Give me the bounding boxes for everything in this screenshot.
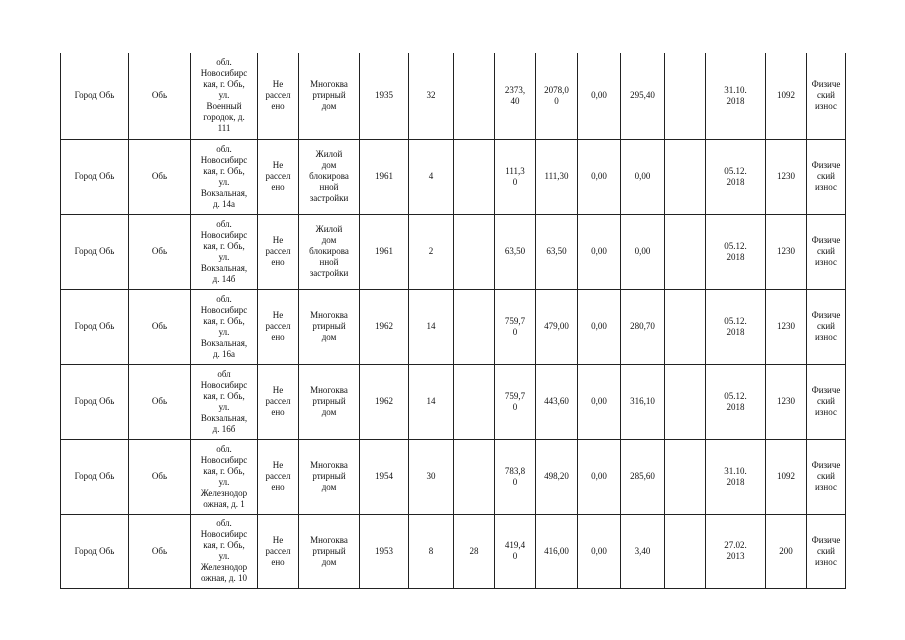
housing-table: [60, 53, 846, 589]
cell-settlement: Обь: [129, 139, 191, 214]
cell-settlement: Обь: [129, 364, 191, 439]
cell-private-area: 111,30: [536, 139, 578, 214]
cell-total-area: 783,8 0: [495, 439, 536, 514]
table-row: [61, 289, 846, 364]
cell-total-area: 419,4 0: [495, 514, 536, 588]
cell-empty-col: [665, 364, 706, 439]
table-body: [61, 53, 846, 588]
cell-total-area: 2373, 40: [495, 53, 536, 139]
cell-private-area: 63,50: [536, 214, 578, 289]
table-row: [61, 53, 846, 139]
cell-recognition-date: 31.10. 2018: [706, 53, 766, 139]
cell-other-area: 280,70: [621, 289, 665, 364]
cell-other-area: 3,40: [621, 514, 665, 588]
cell-total-area: 63,50: [495, 214, 536, 289]
cell-address: обл Новосибирс кая, г. Обь, ул. Вокзальная, д. 16б: [191, 364, 258, 439]
cell-resettlement-status: Не рассел ено: [258, 439, 299, 514]
cell-house-type: Многоква ртирный дом: [299, 53, 360, 139]
cell-house-type: Многоква ртирный дом: [299, 514, 360, 588]
cell-recognition-date: 05.12. 2018: [706, 214, 766, 289]
cell-other-area: 0,00: [621, 139, 665, 214]
cell-reason: Физиче ский износ: [807, 289, 846, 364]
cell-document-number: 200: [766, 514, 807, 588]
cell-reason: Физиче ский износ: [807, 139, 846, 214]
cell-empty-col: [665, 139, 706, 214]
cell-document-number: 1230: [766, 289, 807, 364]
cell-empty-col: [665, 439, 706, 514]
cell-municipal-area: 0,00: [578, 289, 621, 364]
cell-empty-col: [665, 289, 706, 364]
cell-total-area: 111,3 0: [495, 139, 536, 214]
cell-resettlement-status: Не рассел ено: [258, 364, 299, 439]
cell-extra-count: [454, 139, 495, 214]
cell-reason: Физиче ский износ: [807, 439, 846, 514]
table-row: [61, 364, 846, 439]
cell-resettlement-status: Не рассел ено: [258, 53, 299, 139]
cell-municipality: Город Обь: [61, 53, 129, 139]
cell-residents-count: 8: [409, 514, 454, 588]
cell-address: обл. Новосибирс кая, г. Обь, ул. Вокзальная, д. 14а: [191, 139, 258, 214]
cell-recognition-date: 05.12. 2018: [706, 139, 766, 214]
cell-document-number: 1092: [766, 53, 807, 139]
cell-empty-col: [665, 514, 706, 588]
cell-municipal-area: 0,00: [578, 53, 621, 139]
table-row: [61, 139, 846, 214]
cell-house-type: Многоква ртирный дом: [299, 364, 360, 439]
cell-settlement: Обь: [129, 439, 191, 514]
cell-resettlement-status: Не рассел ено: [258, 514, 299, 588]
cell-settlement: Обь: [129, 53, 191, 139]
cell-residents-count: 14: [409, 289, 454, 364]
cell-resettlement-status: Не рассел ено: [258, 289, 299, 364]
cell-settlement: Обь: [129, 214, 191, 289]
cell-reason: Физиче ский износ: [807, 514, 846, 588]
cell-extra-count: [454, 439, 495, 514]
cell-residents-count: 30: [409, 439, 454, 514]
cell-private-area: 479,00: [536, 289, 578, 364]
cell-municipal-area: 0,00: [578, 139, 621, 214]
table-row: [61, 514, 846, 588]
cell-house-type: Жилой дом блокирова нной застройки: [299, 214, 360, 289]
cell-year-built: 1935: [360, 53, 409, 139]
cell-recognition-date: 31.10. 2018: [706, 439, 766, 514]
cell-year-built: 1953: [360, 514, 409, 588]
cell-reason: Физиче ский износ: [807, 214, 846, 289]
cell-address: обл. Новосибирс кая, г. Обь, ул. Вокзальная, д. 16а: [191, 289, 258, 364]
table-row: [61, 439, 846, 514]
cell-address: обл. Новосибирс кая, г. Обь, ул. Железнодор ожная, д. 1: [191, 439, 258, 514]
cell-residents-count: 4: [409, 139, 454, 214]
cell-year-built: 1962: [360, 364, 409, 439]
cell-extra-count: [454, 214, 495, 289]
cell-private-area: 2078,0 0: [536, 53, 578, 139]
cell-municipality: Город Обь: [61, 214, 129, 289]
cell-document-number: 1092: [766, 439, 807, 514]
cell-private-area: 443,60: [536, 364, 578, 439]
cell-municipality: Город Обь: [61, 514, 129, 588]
cell-private-area: 416,00: [536, 514, 578, 588]
cell-year-built: 1962: [360, 289, 409, 364]
cell-extra-count: 28: [454, 514, 495, 588]
cell-private-area: 498,20: [536, 439, 578, 514]
cell-other-area: 295,40: [621, 53, 665, 139]
cell-residents-count: 32: [409, 53, 454, 139]
cell-house-type: Многоква ртирный дом: [299, 439, 360, 514]
cell-municipal-area: 0,00: [578, 214, 621, 289]
cell-address: обл. Новосибирс кая, г. Обь, ул. Вокзальная, д. 14б: [191, 214, 258, 289]
cell-municipal-area: 0,00: [578, 364, 621, 439]
cell-recognition-date: 05.12. 2018: [706, 289, 766, 364]
cell-resettlement-status: Не рассел ено: [258, 139, 299, 214]
cell-municipal-area: 0,00: [578, 514, 621, 588]
cell-extra-count: [454, 53, 495, 139]
table-row: [61, 214, 846, 289]
cell-recognition-date: 05.12. 2018: [706, 364, 766, 439]
cell-reason: Физиче ский износ: [807, 364, 846, 439]
cell-reason: Физиче ский износ: [807, 53, 846, 139]
cell-other-area: 316,10: [621, 364, 665, 439]
cell-residents-count: 14: [409, 364, 454, 439]
cell-resettlement-status: Не рассел ено: [258, 214, 299, 289]
cell-document-number: 1230: [766, 214, 807, 289]
cell-address: обл. Новосибирс кая, г. Обь, ул. Железнодор ожная, д. 10: [191, 514, 258, 588]
cell-municipality: Город Обь: [61, 139, 129, 214]
cell-year-built: 1954: [360, 439, 409, 514]
cell-extra-count: [454, 289, 495, 364]
cell-residents-count: 2: [409, 214, 454, 289]
cell-recognition-date: 27.02. 2013: [706, 514, 766, 588]
cell-document-number: 1230: [766, 139, 807, 214]
cell-house-type: Жилой дом блокирова нной застройки: [299, 139, 360, 214]
cell-address: обл. Новосибирс кая, г. Обь, ул. Военный городок, д. 111: [191, 53, 258, 139]
cell-settlement: Обь: [129, 514, 191, 588]
cell-municipality: Город Обь: [61, 289, 129, 364]
cell-municipality: Город Обь: [61, 364, 129, 439]
cell-municipal-area: 0,00: [578, 439, 621, 514]
cell-year-built: 1961: [360, 139, 409, 214]
cell-house-type: Многоква ртирный дом: [299, 289, 360, 364]
cell-other-area: 285,60: [621, 439, 665, 514]
cell-municipality: Город Обь: [61, 439, 129, 514]
cell-document-number: 1230: [766, 364, 807, 439]
cell-settlement: Обь: [129, 289, 191, 364]
cell-empty-col: [665, 53, 706, 139]
cell-extra-count: [454, 364, 495, 439]
cell-year-built: 1961: [360, 214, 409, 289]
cell-other-area: 0,00: [621, 214, 665, 289]
cell-total-area: 759,7 0: [495, 289, 536, 364]
cell-empty-col: [665, 214, 706, 289]
cell-total-area: 759,7 0: [495, 364, 536, 439]
